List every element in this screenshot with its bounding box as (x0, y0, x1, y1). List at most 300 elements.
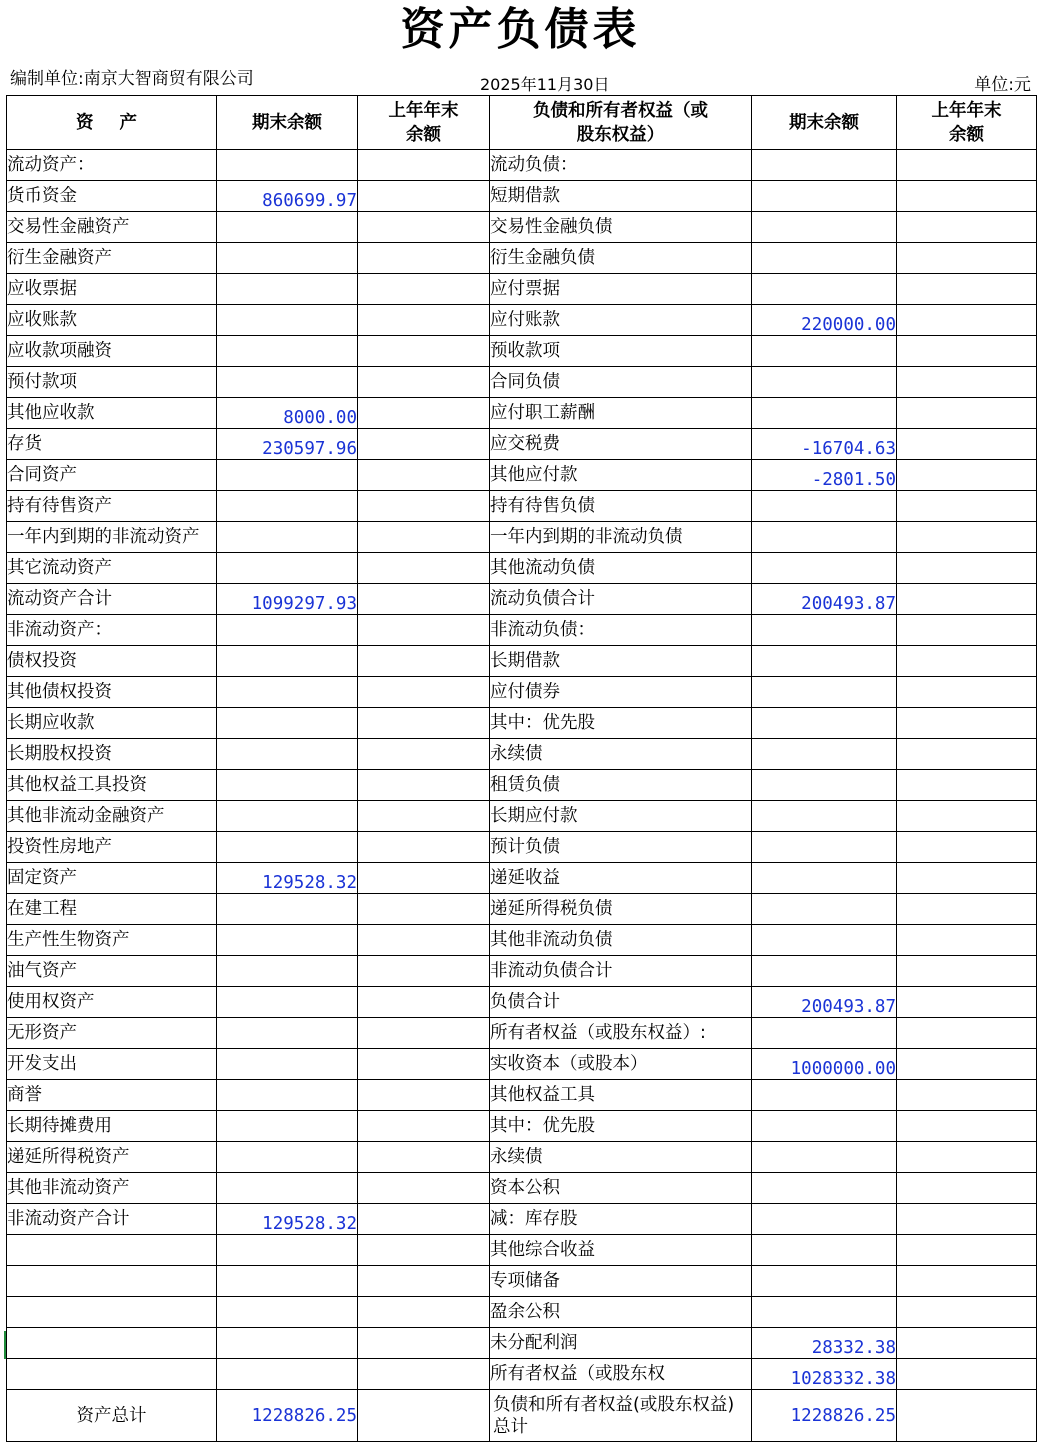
liability-label-cell[interactable]: 衍生金融负债 (490, 243, 752, 274)
asset-end-balance-cell[interactable] (217, 832, 358, 863)
liability-prior-balance-cell[interactable] (897, 925, 1037, 956)
asset-prior-balance-cell[interactable] (358, 987, 490, 1018)
asset-label-cell[interactable]: 使用权资产 (7, 987, 217, 1018)
asset-end-balance-cell[interactable] (217, 274, 358, 305)
asset-end-balance-cell[interactable] (217, 987, 358, 1018)
liability-label-cell[interactable]: 所有者权益（或股东权益）: (490, 1018, 752, 1049)
asset-label-cell[interactable] (7, 1297, 217, 1328)
asset-label-cell[interactable]: 合同资产 (7, 460, 217, 491)
cell-cursor-marker (4, 1331, 6, 1359)
liability-label-cell[interactable]: 其他综合收益 (490, 1235, 752, 1266)
asset-label-cell[interactable]: 非流动资产： (7, 615, 217, 646)
liability-label-cell[interactable]: 其中：优先股 (490, 708, 752, 739)
asset-prior-balance-cell[interactable] (358, 584, 490, 615)
table-row (7, 305, 1037, 336)
liability-prior-balance-cell[interactable] (897, 274, 1037, 305)
table-row (7, 1235, 1037, 1266)
asset-end-balance-cell[interactable] (217, 925, 358, 956)
liability-end-balance-cell[interactable] (752, 1235, 897, 1266)
liability-prior-balance-cell[interactable] (897, 1266, 1037, 1297)
asset-end-balance-cell[interactable] (217, 212, 358, 243)
liability-label-cell[interactable]: 非流动负债： (490, 615, 752, 646)
table-row (7, 212, 1037, 243)
liability-prior-balance-cell[interactable] (897, 739, 1037, 770)
asset-end-balance-cell[interactable] (217, 460, 358, 491)
liability-label-cell[interactable]: 永续债 (490, 1142, 752, 1173)
asset-prior-balance-cell[interactable] (358, 553, 490, 584)
asset-prior-balance-cell[interactable] (358, 336, 490, 367)
liability-end-balance-cell[interactable] (752, 956, 897, 987)
liability-label-cell[interactable]: 交易性金融负债 (490, 212, 752, 243)
liability-prior-balance-cell[interactable] (897, 336, 1037, 367)
asset-end-balance-cell[interactable]: 129528.32 (217, 863, 358, 894)
table-row (7, 739, 1037, 770)
asset-label-cell[interactable]: 生产性生物资产 (7, 925, 217, 956)
asset-prior-balance-cell[interactable] (358, 1235, 490, 1266)
liability-label-cell[interactable]: 应付票据 (490, 274, 752, 305)
table-row (7, 894, 1037, 925)
table-row (7, 1204, 1037, 1235)
liability-label-cell[interactable]: 递延所得税负债 (490, 894, 752, 925)
liability-prior-balance-cell[interactable] (897, 832, 1037, 863)
liability-end-balance-cell[interactable] (752, 739, 897, 770)
asset-prior-balance-cell[interactable] (358, 150, 490, 181)
asset-label-cell[interactable]: 其他非流动金融资产 (7, 801, 217, 832)
asset-label-cell[interactable]: 商誉 (7, 1080, 217, 1111)
asset-end-balance-cell[interactable] (217, 894, 358, 925)
total-assets-label: 资产总计 (7, 1390, 217, 1442)
table-row (7, 522, 1037, 553)
liability-label-cell[interactable]: 持有待售负债 (490, 491, 752, 522)
liability-end-balance-cell[interactable]: -2801.50 (752, 460, 897, 491)
table-row (7, 987, 1037, 1018)
liability-prior-balance-cell[interactable] (897, 429, 1037, 460)
asset-prior-balance-cell[interactable] (358, 522, 490, 553)
asset-prior-balance-cell[interactable] (358, 1080, 490, 1111)
liability-label-cell[interactable]: 短期借款 (490, 181, 752, 212)
table-row (7, 646, 1037, 677)
asset-label-cell[interactable]: 长期应收款 (7, 708, 217, 739)
asset-end-balance-cell[interactable] (217, 1297, 358, 1328)
asset-label-cell[interactable] (7, 1266, 217, 1297)
asset-prior-balance-cell[interactable] (358, 243, 490, 274)
header-assets: 资 产 (7, 96, 217, 150)
asset-end-balance-cell[interactable] (217, 646, 358, 677)
liability-prior-balance-cell[interactable] (897, 584, 1037, 615)
asset-end-balance-cell[interactable] (217, 1111, 358, 1142)
total-liabilities-equity-label: 负债和所有者权益(或股东权益)总计 (490, 1390, 752, 1442)
asset-label-cell[interactable]: 债权投资 (7, 646, 217, 677)
table-row (7, 801, 1037, 832)
table-row (7, 677, 1037, 708)
asset-prior-balance-cell[interactable] (358, 1328, 490, 1359)
table-row (7, 1266, 1037, 1297)
liability-end-balance-cell[interactable] (752, 1111, 897, 1142)
liability-end-balance-cell[interactable] (752, 181, 897, 212)
liability-end-balance-cell[interactable] (752, 646, 897, 677)
liability-prior-balance-cell[interactable] (897, 770, 1037, 801)
table-row (7, 1049, 1037, 1080)
table-row (7, 398, 1037, 429)
liability-end-balance-cell[interactable]: 200493.87 (752, 987, 897, 1018)
liability-end-balance-cell[interactable] (752, 522, 897, 553)
liability-end-balance-cell[interactable] (752, 1297, 897, 1328)
liability-prior-balance-cell[interactable] (897, 522, 1037, 553)
table-row (7, 181, 1037, 212)
total-assets-value: 1228826.25 (217, 1390, 358, 1442)
asset-end-balance-cell[interactable] (217, 1142, 358, 1173)
asset-end-balance-cell[interactable] (217, 1359, 358, 1390)
asset-prior-balance-cell[interactable] (358, 770, 490, 801)
liability-end-balance-cell[interactable] (752, 832, 897, 863)
asset-prior-balance-cell[interactable] (358, 181, 490, 212)
header-liabilities-equity: 负债和所有者权益（或股东权益） (490, 96, 752, 150)
table-row (7, 1080, 1037, 1111)
asset-prior-balance-cell[interactable] (358, 1142, 490, 1173)
liability-end-balance-cell[interactable] (752, 150, 897, 181)
liability-prior-balance-cell[interactable] (897, 398, 1037, 429)
liability-prior-balance-cell[interactable] (897, 1173, 1037, 1204)
liability-label-cell[interactable]: 其他应付款 (490, 460, 752, 491)
table-row (7, 1142, 1037, 1173)
liability-end-balance-cell[interactable] (752, 553, 897, 584)
asset-label-cell[interactable] (7, 1235, 217, 1266)
asset-end-balance-cell[interactable] (217, 708, 358, 739)
asset-label-cell[interactable]: 货币资金 (7, 181, 217, 212)
asset-end-balance-cell[interactable] (217, 1328, 358, 1359)
table-row (7, 274, 1037, 305)
asset-end-balance-cell[interactable] (217, 522, 358, 553)
table-row (7, 863, 1037, 894)
table-row (7, 1111, 1037, 1142)
asset-end-balance-cell[interactable] (217, 336, 358, 367)
liability-label-cell[interactable]: 永续债 (490, 739, 752, 770)
liability-end-balance-cell[interactable] (752, 770, 897, 801)
liability-end-balance-cell[interactable] (752, 894, 897, 925)
liability-label-cell[interactable]: 实收资本（或股本） (490, 1049, 752, 1080)
liability-prior-balance-cell[interactable] (897, 181, 1037, 212)
asset-prior-balance-cell[interactable] (358, 677, 490, 708)
asset-end-balance-cell[interactable] (217, 1080, 358, 1111)
table-row (7, 770, 1037, 801)
table-row (7, 460, 1037, 491)
table-row (7, 584, 1037, 615)
liability-end-balance-cell[interactable] (752, 398, 897, 429)
asset-label-cell[interactable]: 无形资产 (7, 1018, 217, 1049)
page-title: 资产负债表 (400, 4, 641, 55)
table-row (7, 367, 1037, 398)
liability-end-balance-cell[interactable] (752, 1173, 897, 1204)
asset-label-cell[interactable]: 交易性金融资产 (7, 212, 217, 243)
asset-label-cell[interactable]: 开发支出 (7, 1049, 217, 1080)
liability-end-balance-cell[interactable] (752, 336, 897, 367)
asset-label-cell[interactable]: 油气资产 (7, 956, 217, 987)
asset-prior-balance-cell[interactable] (358, 1018, 490, 1049)
liability-label-cell[interactable]: 递延收益 (490, 863, 752, 894)
asset-end-balance-cell[interactable] (217, 739, 358, 770)
asset-end-balance-cell[interactable] (217, 801, 358, 832)
asset-prior-balance-cell[interactable] (358, 398, 490, 429)
liability-prior-balance-cell[interactable] (897, 212, 1037, 243)
asset-end-balance-cell[interactable] (217, 1049, 358, 1080)
asset-label-cell[interactable]: 存货 (7, 429, 217, 460)
liability-prior-balance-cell[interactable] (897, 1142, 1037, 1173)
asset-prior-balance-cell[interactable] (358, 305, 490, 336)
liability-prior-balance-cell[interactable] (897, 894, 1037, 925)
total-liabilities-equity-prior (897, 1390, 1037, 1442)
asset-label-cell[interactable]: 应收账款 (7, 305, 217, 336)
liability-label-cell[interactable]: 未分配利润 (490, 1328, 752, 1359)
asset-label-cell[interactable] (7, 1328, 217, 1359)
liability-label-cell[interactable]: 盈余公积 (490, 1297, 752, 1328)
liability-prior-balance-cell[interactable] (897, 1111, 1037, 1142)
table-row (7, 336, 1037, 367)
liability-end-balance-cell[interactable] (752, 274, 897, 305)
asset-prior-balance-cell[interactable] (358, 739, 490, 770)
asset-label-cell[interactable]: 其他债权投资 (7, 677, 217, 708)
liability-label-cell[interactable]: 减：库存股 (490, 1204, 752, 1235)
table-row (7, 243, 1037, 274)
liability-end-balance-cell[interactable] (752, 1018, 897, 1049)
liability-prior-balance-cell[interactable] (897, 1018, 1037, 1049)
header-prior-balance: 上年年末余额 (358, 96, 490, 150)
asset-label-cell[interactable]: 递延所得税资产 (7, 1142, 217, 1173)
table-row (7, 1018, 1037, 1049)
asset-end-balance-cell[interactable]: 860699.97 (217, 181, 358, 212)
asset-end-balance-cell[interactable] (217, 1266, 358, 1297)
asset-label-cell[interactable]: 其他应收款 (7, 398, 217, 429)
asset-prior-balance-cell[interactable] (358, 956, 490, 987)
liability-end-balance-cell[interactable] (752, 1142, 897, 1173)
asset-label-cell[interactable]: 一年内到期的非流动资产 (7, 522, 217, 553)
table-row (7, 1173, 1037, 1204)
liability-end-balance-cell[interactable] (752, 863, 897, 894)
asset-end-balance-cell[interactable]: 1099297.93 (217, 584, 358, 615)
liability-label-cell[interactable]: 应付债券 (490, 677, 752, 708)
asset-prior-balance-cell[interactable] (358, 708, 490, 739)
table-row (7, 1297, 1037, 1328)
asset-prior-balance-cell[interactable] (358, 1297, 490, 1328)
asset-end-balance-cell[interactable] (217, 553, 358, 584)
asset-label-cell[interactable]: 流动资产合计 (7, 584, 217, 615)
asset-end-balance-cell[interactable] (217, 1018, 358, 1049)
header-prior-balance-2: 上年年末余额 (897, 96, 1037, 150)
asset-prior-balance-cell[interactable] (358, 460, 490, 491)
asset-prior-balance-cell[interactable] (358, 925, 490, 956)
asset-prior-balance-cell[interactable] (358, 801, 490, 832)
asset-prior-balance-cell[interactable] (358, 832, 490, 863)
table-row (7, 925, 1037, 956)
asset-prior-balance-cell[interactable] (358, 1173, 490, 1204)
liability-end-balance-cell[interactable] (752, 615, 897, 646)
asset-label-cell[interactable]: 其它流动资产 (7, 553, 217, 584)
preparer-info (10, 66, 254, 92)
liability-label-cell[interactable]: 其他非流动负债 (490, 925, 752, 956)
header-end-balance-2: 期末余额 (752, 96, 897, 150)
asset-end-balance-cell[interactable] (217, 491, 358, 522)
asset-prior-balance-cell[interactable] (358, 1111, 490, 1142)
liability-prior-balance-cell[interactable] (897, 553, 1037, 584)
asset-label-cell[interactable]: 其他权益工具投资 (7, 770, 217, 801)
liability-prior-balance-cell[interactable] (897, 956, 1037, 987)
total-liabilities-equity-value: 1228826.25 (752, 1390, 897, 1442)
table-row (7, 429, 1037, 460)
liability-label-cell[interactable]: 流动负债： (490, 150, 752, 181)
asset-prior-balance-cell[interactable] (358, 863, 490, 894)
liability-end-balance-cell[interactable] (752, 1204, 897, 1235)
liability-label-cell[interactable]: 租赁负债 (490, 770, 752, 801)
asset-prior-balance-cell[interactable] (358, 1049, 490, 1080)
liability-end-balance-cell[interactable] (752, 925, 897, 956)
liability-prior-balance-cell[interactable] (897, 1328, 1037, 1359)
asset-end-balance-cell[interactable] (217, 677, 358, 708)
asset-label-cell[interactable]: 持有待售资产 (7, 491, 217, 522)
liability-label-cell[interactable]: 合同负债 (490, 367, 752, 398)
liability-end-balance-cell[interactable] (752, 801, 897, 832)
header-end-balance: 期末余额 (217, 96, 358, 150)
asset-label-cell[interactable]: 应收款项融资 (7, 336, 217, 367)
asset-label-cell[interactable]: 预付款项 (7, 367, 217, 398)
liability-end-balance-cell[interactable] (752, 1266, 897, 1297)
liability-end-balance-cell[interactable] (752, 491, 897, 522)
asset-prior-balance-cell[interactable] (358, 894, 490, 925)
asset-label-cell[interactable]: 衍生金融资产 (7, 243, 217, 274)
liability-prior-balance-cell[interactable] (897, 243, 1037, 274)
table-row (7, 956, 1037, 987)
liability-prior-balance-cell[interactable] (897, 1235, 1037, 1266)
liability-end-balance-cell[interactable] (752, 367, 897, 398)
liability-prior-balance-cell[interactable] (897, 801, 1037, 832)
asset-end-balance-cell[interactable] (217, 150, 358, 181)
asset-label-cell[interactable]: 长期股权投资 (7, 739, 217, 770)
table-row (7, 1359, 1037, 1390)
total-assets-prior (358, 1390, 490, 1442)
liability-label-cell[interactable]: 非流动负债合计 (490, 956, 752, 987)
asset-prior-balance-cell[interactable] (358, 429, 490, 460)
liability-end-balance-cell[interactable]: 1000000.00 (752, 1049, 897, 1080)
liability-prior-balance-cell[interactable] (897, 1080, 1037, 1111)
balance-sheet-table (6, 95, 1037, 1442)
asset-prior-balance-cell[interactable] (358, 1359, 490, 1390)
liability-label-cell[interactable]: 应付职工薪酬 (490, 398, 752, 429)
asset-label-cell[interactable]: 在建工程 (7, 894, 217, 925)
asset-end-balance-cell[interactable] (217, 770, 358, 801)
liability-prior-balance-cell[interactable] (897, 1297, 1037, 1328)
asset-end-balance-cell[interactable] (217, 367, 358, 398)
liability-end-balance-cell[interactable] (752, 243, 897, 274)
liability-end-balance-cell[interactable]: -16704.63 (752, 429, 897, 460)
liability-prior-balance-cell[interactable] (897, 646, 1037, 677)
asset-end-balance-cell[interactable] (217, 956, 358, 987)
asset-end-balance-cell[interactable] (217, 305, 358, 336)
asset-prior-balance-cell[interactable] (358, 212, 490, 243)
asset-end-balance-cell[interactable] (217, 615, 358, 646)
liability-prior-balance-cell[interactable] (897, 491, 1037, 522)
liability-label-cell[interactable]: 一年内到期的非流动负债 (490, 522, 752, 553)
company-name: 南京大智商贸有限公司 (83, 69, 254, 89)
asset-end-balance-cell[interactable] (217, 243, 358, 274)
asset-label-cell[interactable]: 长期待摊费用 (7, 1111, 217, 1142)
liability-prior-balance-cell[interactable] (897, 305, 1037, 336)
asset-end-balance-cell[interactable]: 8000.00 (217, 398, 358, 429)
liability-prior-balance-cell[interactable] (897, 987, 1037, 1018)
liability-prior-balance-cell[interactable] (897, 1204, 1037, 1235)
liability-label-cell[interactable]: 预收款项 (490, 336, 752, 367)
asset-label-cell[interactable] (7, 1359, 217, 1390)
asset-end-balance-cell[interactable]: 129528.32 (217, 1204, 358, 1235)
liability-label-cell[interactable]: 其中：优先股 (490, 1111, 752, 1142)
liability-end-balance-cell[interactable]: 220000.00 (752, 305, 897, 336)
asset-label-cell[interactable]: 其他非流动资产 (7, 1173, 217, 1204)
asset-prior-balance-cell[interactable] (358, 646, 490, 677)
asset-label-cell[interactable]: 固定资产 (7, 863, 217, 894)
currency-unit: 单位:元 (974, 75, 1031, 95)
liability-prior-balance-cell[interactable] (897, 460, 1037, 491)
liability-prior-balance-cell[interactable] (897, 708, 1037, 739)
liability-prior-balance-cell[interactable] (897, 367, 1037, 398)
asset-prior-balance-cell[interactable] (358, 1266, 490, 1297)
liability-label-cell[interactable]: 其他流动负债 (490, 553, 752, 584)
liability-label-cell[interactable]: 长期借款 (490, 646, 752, 677)
preparer-label: 编制单位: (10, 69, 84, 89)
liability-end-balance-cell[interactable]: 1028332.38 (752, 1359, 897, 1390)
liability-end-balance-cell[interactable] (752, 708, 897, 739)
liability-label-cell[interactable]: 所有者权益（或股东权 (490, 1359, 752, 1390)
table-row (7, 615, 1037, 646)
liability-label-cell[interactable]: 流动负债合计 (490, 584, 752, 615)
asset-prior-balance-cell[interactable] (358, 615, 490, 646)
table-row (7, 491, 1037, 522)
asset-label-cell[interactable]: 非流动资产合计 (7, 1204, 217, 1235)
asset-prior-balance-cell[interactable] (358, 274, 490, 305)
liability-prior-balance-cell[interactable] (897, 615, 1037, 646)
asset-label-cell[interactable]: 流动资产： (7, 150, 217, 181)
liability-prior-balance-cell[interactable] (897, 677, 1037, 708)
report-date: 2025年11月30日 (480, 75, 610, 94)
liability-label-cell[interactable]: 预计负债 (490, 832, 752, 863)
table-row (7, 150, 1037, 181)
asset-end-balance-cell[interactable] (217, 1235, 358, 1266)
liability-prior-balance-cell[interactable] (897, 1359, 1037, 1390)
asset-prior-balance-cell[interactable] (358, 1204, 490, 1235)
table-row (7, 553, 1037, 584)
table-row (7, 832, 1037, 863)
liability-end-balance-cell[interactable]: 28332.38 (752, 1328, 897, 1359)
liability-end-balance-cell[interactable] (752, 677, 897, 708)
asset-prior-balance-cell[interactable] (358, 491, 490, 522)
asset-label-cell[interactable]: 投资性房地产 (7, 832, 217, 863)
liability-prior-balance-cell[interactable] (897, 863, 1037, 894)
liability-label-cell[interactable]: 应付账款 (490, 305, 752, 336)
liability-end-balance-cell[interactable] (752, 212, 897, 243)
table-row (7, 1328, 1037, 1359)
liability-label-cell[interactable]: 资本公积 (490, 1173, 752, 1204)
liability-label-cell[interactable]: 负债合计 (490, 987, 752, 1018)
liability-label-cell[interactable]: 应交税费 (490, 429, 752, 460)
asset-end-balance-cell[interactable] (217, 1173, 358, 1204)
table-row (7, 708, 1037, 739)
liability-label-cell[interactable]: 长期应付款 (490, 801, 752, 832)
liability-end-balance-cell[interactable]: 200493.87 (752, 584, 897, 615)
liability-label-cell[interactable]: 专项储备 (490, 1266, 752, 1297)
liability-label-cell[interactable]: 其他权益工具 (490, 1080, 752, 1111)
liability-prior-balance-cell[interactable] (897, 1049, 1037, 1080)
liability-prior-balance-cell[interactable] (897, 150, 1037, 181)
asset-label-cell[interactable]: 应收票据 (7, 274, 217, 305)
liability-end-balance-cell[interactable] (752, 1080, 897, 1111)
asset-end-balance-cell[interactable]: 230597.96 (217, 429, 358, 460)
asset-prior-balance-cell[interactable] (358, 367, 490, 398)
